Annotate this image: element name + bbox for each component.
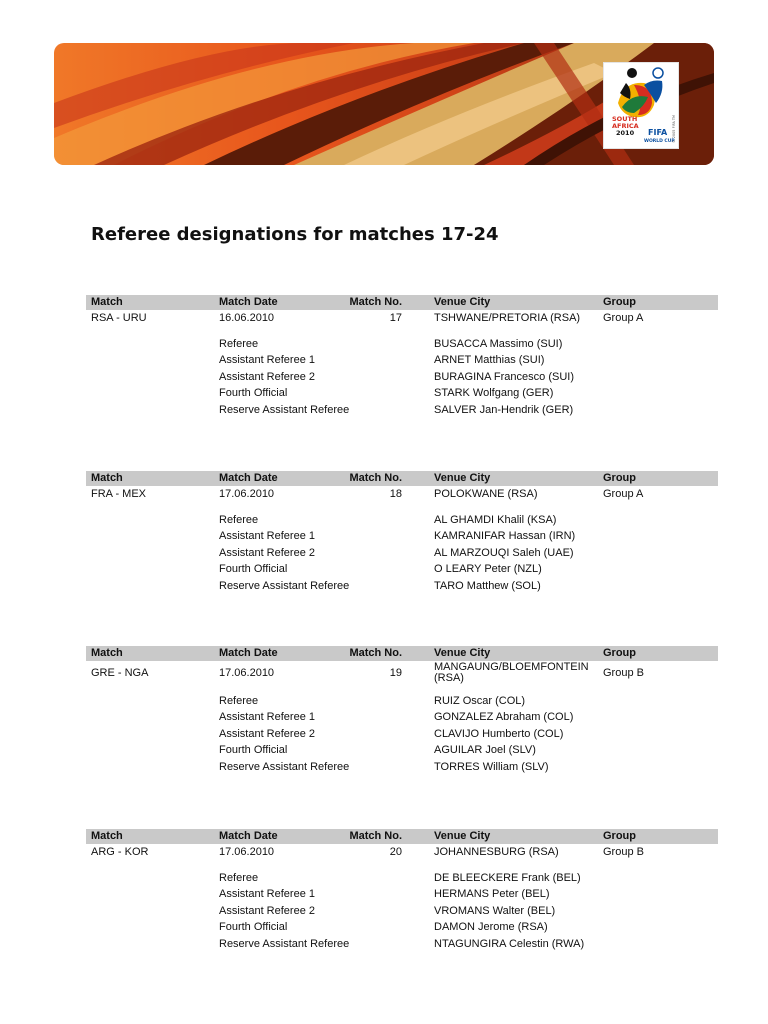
match-group: Group A [603, 488, 644, 500]
match-block [86, 295, 718, 420]
official-name: TARO Matthew (SOL) [434, 579, 541, 592]
official-role: Reserve Assistant Referee [219, 760, 350, 773]
match-number: 19 [389, 667, 402, 679]
col-header-match: Match [91, 296, 123, 308]
official-name: KAMRANIFAR Hassan (IRN) [434, 530, 576, 543]
match-group: Group A [603, 312, 644, 324]
official-role: Referee [219, 514, 259, 526]
official-role: Referee [219, 338, 259, 350]
official-role: Assistant Referee 2 [219, 904, 315, 917]
official-role: Assistant Referee 1 [219, 530, 315, 543]
match-number: 20 [389, 846, 402, 858]
official-name: O LEARY Peter (NZL) [434, 563, 542, 576]
match-row [86, 310, 718, 338]
match-table-header [86, 829, 718, 844]
page-title: Referee designations for matches 17-24 [91, 224, 499, 245]
match-number: 18 [389, 488, 402, 500]
col-header-number: Match No. [349, 472, 402, 484]
official-name: BURAGINA Francesco (SUI) [434, 370, 574, 383]
col-header-match: Match [91, 830, 123, 842]
official-role: Fourth Official [219, 921, 288, 934]
match-group: Group B [603, 667, 644, 679]
official-row [86, 580, 718, 596]
official-row [86, 695, 718, 711]
official-name: CLAVIJO Humberto (COL) [434, 727, 564, 740]
match-block [86, 829, 718, 954]
svg-text:WORLD CUP: WORLD CUP [644, 139, 675, 144]
col-header-match: Match [91, 647, 123, 659]
official-row [86, 938, 718, 954]
svg-text:SOUTH: SOUTH [612, 115, 638, 123]
official-role: Referee [219, 695, 259, 707]
official-role: Fourth Official [219, 563, 288, 576]
match-row [86, 486, 718, 514]
official-row [86, 354, 718, 370]
col-header-date: Match Date [219, 296, 278, 308]
official-role: Assistant Referee 1 [219, 888, 315, 901]
official-role: Fourth Official [219, 744, 288, 757]
official-row [86, 530, 718, 546]
world-cup-logo [603, 62, 679, 149]
match-table-header [86, 471, 718, 486]
official-name: GONZALEZ Abraham (COL) [434, 711, 574, 724]
official-name: VROMANS Walter (BEL) [434, 904, 556, 917]
official-row [86, 404, 718, 420]
col-header-number: Match No. [349, 647, 402, 659]
svg-text:© 2005 FIFA TM: © 2005 FIFA TM [672, 114, 676, 143]
official-role: Reserve Assistant Referee [219, 579, 350, 592]
official-name: DE BLEECKERE Frank (BEL) [434, 872, 581, 884]
official-row [86, 371, 718, 387]
official-role: Referee [219, 872, 259, 884]
col-header-group: Group [603, 472, 636, 484]
match-block [86, 471, 718, 596]
official-name: DAMON Jerome (RSA) [434, 921, 548, 934]
official-row [86, 514, 718, 530]
official-row [86, 547, 718, 563]
col-header-group: Group [603, 296, 636, 308]
col-header-group: Group [603, 647, 636, 659]
official-role: Assistant Referee 2 [219, 727, 315, 740]
official-role: Assistant Referee 1 [219, 354, 315, 367]
match-venue: MANGAUNG/BLOEMFONTEIN (RSA) [434, 661, 589, 684]
official-row [86, 744, 718, 760]
match-teams: RSA - URU [91, 312, 147, 324]
official-row [86, 761, 718, 777]
official-name: TORRES William (SLV) [434, 760, 549, 773]
svg-text:FIFA: FIFA [648, 128, 668, 137]
match-date: 17.06.2010 [219, 488, 275, 500]
official-row [86, 872, 718, 888]
official-name: NTAGUNGIRA Celestin (RWA) [434, 937, 585, 950]
official-row [86, 563, 718, 579]
col-header-venue: Venue City [434, 647, 491, 659]
match-group: Group B [603, 846, 644, 858]
match-row [86, 661, 718, 695]
col-header-venue: Venue City [434, 296, 491, 308]
match-table-header [86, 646, 718, 661]
col-header-date: Match Date [219, 647, 278, 659]
official-row [86, 905, 718, 921]
match-date: 17.06.2010 [219, 846, 275, 858]
col-header-venue: Venue City [434, 472, 491, 484]
official-name: AL MARZOUQI Saleh (UAE) [434, 546, 574, 559]
match-date: 16.06.2010 [219, 312, 275, 324]
match-table-header [86, 295, 718, 310]
official-name: ARNET Matthias (SUI) [434, 354, 545, 367]
official-name: RUIZ Oscar (COL) [434, 695, 526, 707]
official-row [86, 338, 718, 354]
official-name: AGUILAR Joel (SLV) [434, 744, 536, 757]
match-venue: TSHWANE/PRETORIA (RSA) [434, 312, 581, 324]
official-role: Reserve Assistant Referee [219, 937, 350, 950]
official-role: Fourth Official [219, 387, 288, 400]
col-header-venue: Venue City [434, 830, 491, 842]
official-name: HERMANS Peter (BEL) [434, 888, 550, 901]
col-header-match: Match [91, 472, 123, 484]
match-venue: JOHANNESBURG (RSA) [434, 846, 559, 858]
official-role: Assistant Referee 2 [219, 370, 315, 383]
official-name: STARK Wolfgang (GER) [434, 387, 554, 400]
official-row [86, 921, 718, 937]
official-role: Assistant Referee 2 [219, 546, 315, 559]
official-row [86, 888, 718, 904]
svg-text:AFRICA: AFRICA [612, 122, 639, 130]
col-header-date: Match Date [219, 472, 278, 484]
col-header-group: Group [603, 830, 636, 842]
match-block [86, 646, 718, 777]
official-name: SALVER Jan-Hendrik (GER) [434, 403, 574, 416]
official-role: Reserve Assistant Referee [219, 403, 350, 416]
svg-text:2010: 2010 [616, 129, 635, 137]
match-row [86, 844, 718, 872]
col-header-date: Match Date [219, 830, 278, 842]
col-header-number: Match No. [349, 296, 402, 308]
official-row [86, 711, 718, 727]
match-venue: POLOKWANE (RSA) [434, 488, 538, 500]
official-name: AL GHAMDI Khalil (KSA) [434, 514, 557, 526]
official-row [86, 387, 718, 403]
match-teams: ARG - KOR [91, 846, 149, 858]
official-row [86, 728, 718, 744]
official-name: BUSACCA Massimo (SUI) [434, 338, 563, 350]
match-number: 17 [389, 312, 402, 324]
match-teams: FRA - MEX [91, 488, 147, 500]
col-header-number: Match No. [349, 830, 402, 842]
match-teams: GRE - NGA [91, 667, 149, 679]
official-role: Assistant Referee 1 [219, 711, 315, 724]
match-date: 17.06.2010 [219, 667, 275, 679]
